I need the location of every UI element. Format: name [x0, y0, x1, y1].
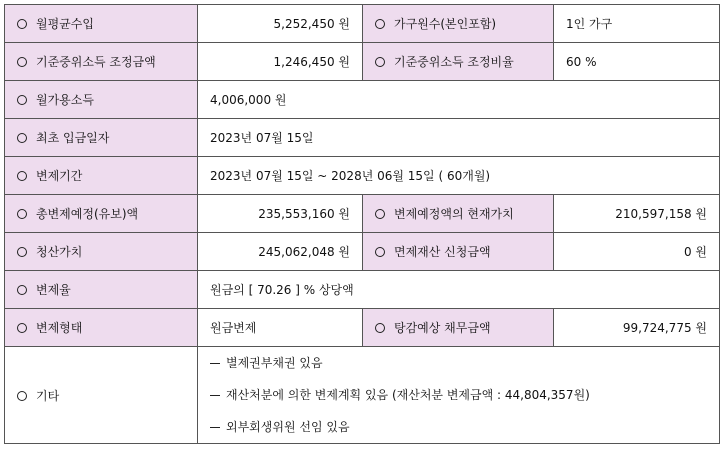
bullet-icon — [17, 247, 27, 257]
monthly-income-value: 5,252,450 원 — [198, 5, 363, 43]
table-row — [5, 195, 720, 233]
table-row — [5, 233, 720, 271]
disposable-income-value: 4,006,000 원 — [198, 81, 720, 119]
bullet-icon — [375, 247, 385, 257]
household-size-value: 1인 가구 — [554, 5, 720, 43]
bullet-icon — [17, 209, 27, 219]
table-row — [5, 81, 720, 119]
monthly-income-label: 월평균수입 — [5, 5, 198, 43]
median-income-adjustment-label: 기준중위소득 조정금액 — [5, 43, 198, 81]
liquidation-value-label: 청산가치 — [5, 233, 198, 271]
repayment-rate-label: 변제율 — [5, 271, 198, 309]
exempt-property-value: 0 원 — [554, 233, 720, 271]
repayment-type-value: 원금변제 — [198, 309, 363, 347]
table-row — [5, 309, 720, 347]
exempt-property-label: 면제재산 신청금액 — [363, 233, 554, 271]
bullet-icon — [17, 171, 27, 181]
bullet-icon — [375, 209, 385, 219]
bullet-icon — [17, 57, 27, 67]
household-size-label: 가구원수(본인포함) — [363, 5, 554, 43]
dash-icon — [210, 395, 220, 396]
dash-icon — [210, 363, 220, 364]
bullet-icon — [17, 391, 27, 401]
other-note: 재산처분에 의한 변제계획 있음 (재산처분 변제금액 : 44,804,357원) — [210, 379, 707, 411]
table-row — [5, 271, 720, 309]
bullet-icon — [375, 19, 385, 29]
other-label: 기타 — [5, 347, 198, 444]
other-note: 외부회생위원 선임 있음 — [210, 411, 707, 443]
other-notes — [198, 347, 720, 444]
present-value-value: 210,597,158 원 — [554, 195, 720, 233]
bullet-icon — [17, 285, 27, 295]
bullet-icon — [17, 95, 27, 105]
disposable-income-label: 월가용소득 — [5, 81, 198, 119]
bullet-icon — [375, 57, 385, 67]
bullet-icon — [17, 133, 27, 143]
total-repayment-value: 235,553,160 원 — [198, 195, 363, 233]
table-row — [5, 5, 720, 43]
bullet-icon — [375, 323, 385, 333]
dash-icon — [210, 427, 220, 428]
repayment-period-value: 2023년 07월 15일 ~ 2028년 06월 15일 ( 60개월) — [198, 157, 720, 195]
median-income-adjustment-value: 1,246,450 원 — [198, 43, 363, 81]
other-note: 별제권부채권 있음 — [210, 347, 707, 379]
present-value-label: 변제예정액의 현재가치 — [363, 195, 554, 233]
repayment-period-label: 변제기간 — [5, 157, 198, 195]
repayment-type-label: 변제형태 — [5, 309, 198, 347]
first-payment-date-value: 2023년 07월 15일 — [198, 119, 720, 157]
repayment-rate-value: 원금의 [ 70.26 ] % 상당액 — [198, 271, 720, 309]
table-row — [5, 157, 720, 195]
table-row — [5, 43, 720, 81]
median-income-ratio-value: 60 % — [554, 43, 720, 81]
bullet-icon — [17, 323, 27, 333]
repayment-info-table — [4, 4, 720, 444]
bullet-icon — [17, 19, 27, 29]
total-repayment-label: 총변제예정(유보)액 — [5, 195, 198, 233]
liquidation-value-value: 245,062,048 원 — [198, 233, 363, 271]
table-row — [5, 119, 720, 157]
first-payment-date-label: 최초 입금일자 — [5, 119, 198, 157]
expected-discharge-label: 탕감예상 채무금액 — [363, 309, 554, 347]
table-row — [5, 347, 720, 444]
expected-discharge-value: 99,724,775 원 — [554, 309, 720, 347]
median-income-ratio-label: 기준중위소득 조정비율 — [363, 43, 554, 81]
